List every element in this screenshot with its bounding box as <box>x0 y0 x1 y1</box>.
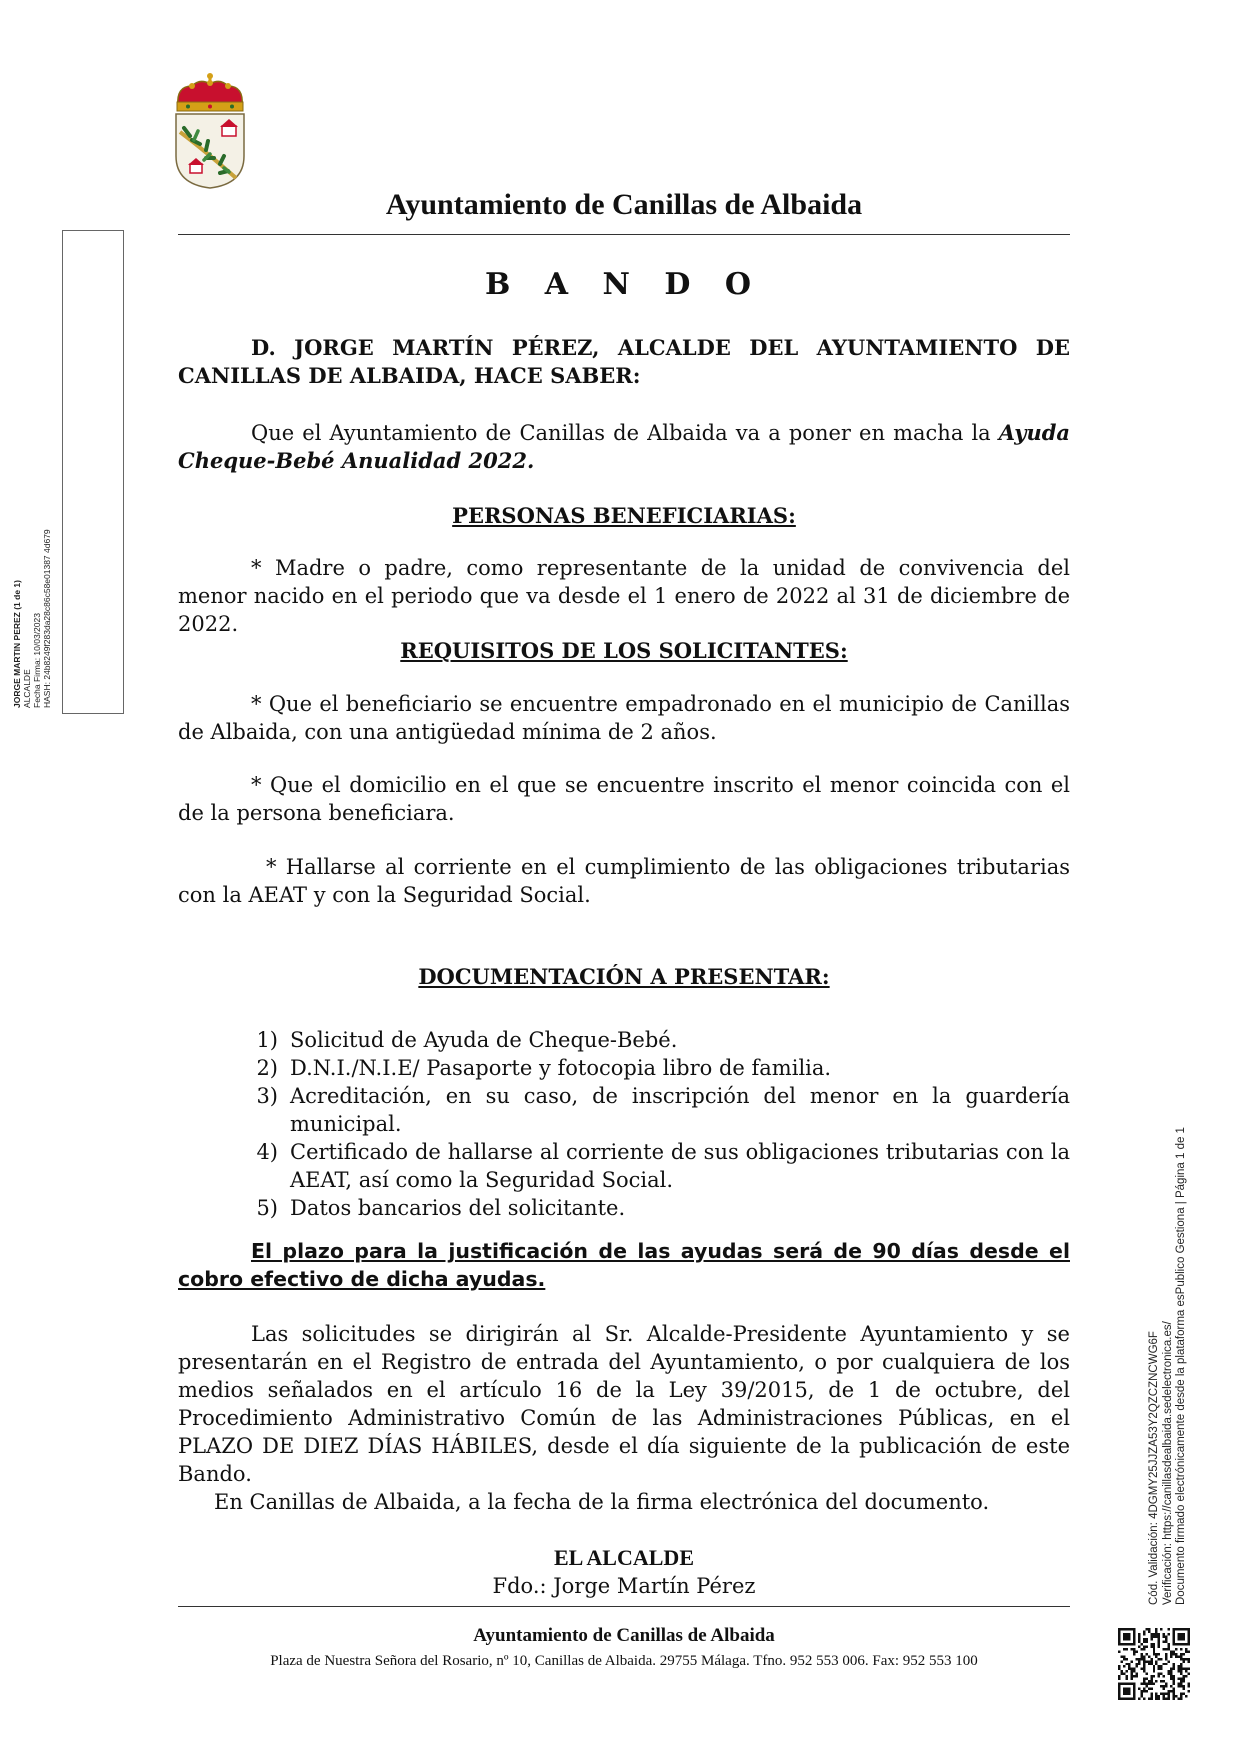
validation-code: Cód. Validación: 4DGMY25JJZA53Y2QZCZNCWG6F <box>1147 1331 1160 1605</box>
program-name: Ayuda Cheque-Bebé Anualidad 2022. <box>178 420 1070 473</box>
council-title: Ayuntamiento de Canillas de Albaida <box>385 188 863 221</box>
requirement-item: * Que el domicilio en el que se encuentre inscrito el menor coincida con el de la persona beneficiara. <box>178 773 1070 825</box>
requirement-item: * Hallarse al corriente en el cumplimiento de las obligaciones tributarias con la AEAT y con la Seguridad Social. <box>178 855 1070 907</box>
signer-name: Fdo.: Jorge Martín Pérez <box>492 1574 756 1598</box>
documentation-heading: DOCUMENTACIÓN A PRESENTAR: <box>418 964 830 989</box>
submission-paragraph: Las solicitudes se dirigirán al Sr. Alcalde-Presidente Ayuntamiento y se presentarán en el Registro de entrada del Ayuntamiento, o por cualquiera de los medios señalados en el artículo 16 de la Ley 39/2015, de 1 de octubre, del Procedimiento Administrativo Común de las Administraciones Públicas, en el PLAZO DE DIEZ DÍAS HÁBILES, desde el día siguiente de la publicación de este Bando. <box>178 1322 1070 1486</box>
requirement-item: * Que el beneficiario se encuentre empadronado en el municipio de Canillas de Albaida, con una antigüedad mínima de 2 años. <box>178 692 1070 744</box>
announcement-paragraph <box>178 419 1070 475</box>
signature-stamp-text <box>12 228 52 708</box>
announcement-lead: Que el Ayuntamiento de Canillas de Albaida va a poner en macha la <box>251 421 999 445</box>
footer-address: Plaza de Nuestra Señora del Rosario, nº 10, Canillas de Albaida. 29755 Málaga. Tfno. 952 553 006. Fax: 952 553 100 <box>270 1653 978 1669</box>
list-item: 3) Acreditación, en su caso, de inscripción del menor en la guardería municipal. <box>256 1084 1070 1136</box>
list-item: 5) Datos bancarios del solicitante. <box>256 1196 626 1220</box>
beneficiaries-heading: PERSONAS BENEFICIARIAS: <box>452 503 796 528</box>
requirements-heading: REQUISITOS DE LOS SOLICITANTES: <box>400 638 848 663</box>
signer-role: ALCALDE <box>22 669 32 708</box>
verification-url: Verificación: https://canillasdealbaida.sedelectronica.es/ <box>1161 1321 1174 1605</box>
footer-divider <box>178 1606 1070 1607</box>
documentation-list <box>178 1026 1070 1222</box>
verification-text <box>1148 1065 1189 1605</box>
signature-hash: HASH: 24b8249f283da28c86c58e01387 4d679 <box>42 529 52 708</box>
list-item: 2) D.N.I./N.I.E/ Pasaporte y fotocopia libro de familia. <box>256 1056 832 1080</box>
deadline-notice: El plazo para la justificación de las ayudas será de 90 días desde el cobro efectivo de dicha ayudas. <box>178 1239 1070 1291</box>
platform-note: Documento firmado electrónicamente desde la plataforma esPublico Gestiona | Página 1 de 1 <box>1174 1127 1187 1605</box>
list-item: 1) Solicitud de Ayuda de Cheque-Bebé. <box>256 1028 678 1052</box>
place-date: En Canillas de Albaida, a la fecha de la firma electrónica del documento. <box>214 1490 990 1514</box>
signer-line: JORGE MARTIN PEREZ (1 de 1) <box>12 580 22 708</box>
coat-of-arms-icon <box>170 72 250 190</box>
footer-council-name: Ayuntamiento de Canillas de Albaida <box>473 1625 775 1646</box>
document-title: B A N D O <box>485 267 763 302</box>
signer-title: EL ALCALDE <box>554 1545 694 1570</box>
intro-paragraph: D. JORGE MARTÍN PÉREZ, ALCALDE DEL AYUNTAMIENTO DE CANILLAS DE ALBAIDA, HACE SABER: <box>178 335 1070 388</box>
qr-code-icon <box>1118 1628 1190 1700</box>
signature-date: Fecha Firma: 10/03/2023 <box>32 613 42 708</box>
header-divider <box>178 234 1070 235</box>
signature-stamp <box>62 230 124 714</box>
beneficiaries-text: * Madre o padre, como representante de la unidad de convivencia del menor nacido en el periodo que va desde el 1 enero de 2022 al 31 de diciembre de 2022. <box>178 556 1070 636</box>
list-item: 4) Certificado de hallarse al corriente de sus obligaciones tributarias con la AEAT, así como la Seguridad Social. <box>256 1140 1070 1192</box>
